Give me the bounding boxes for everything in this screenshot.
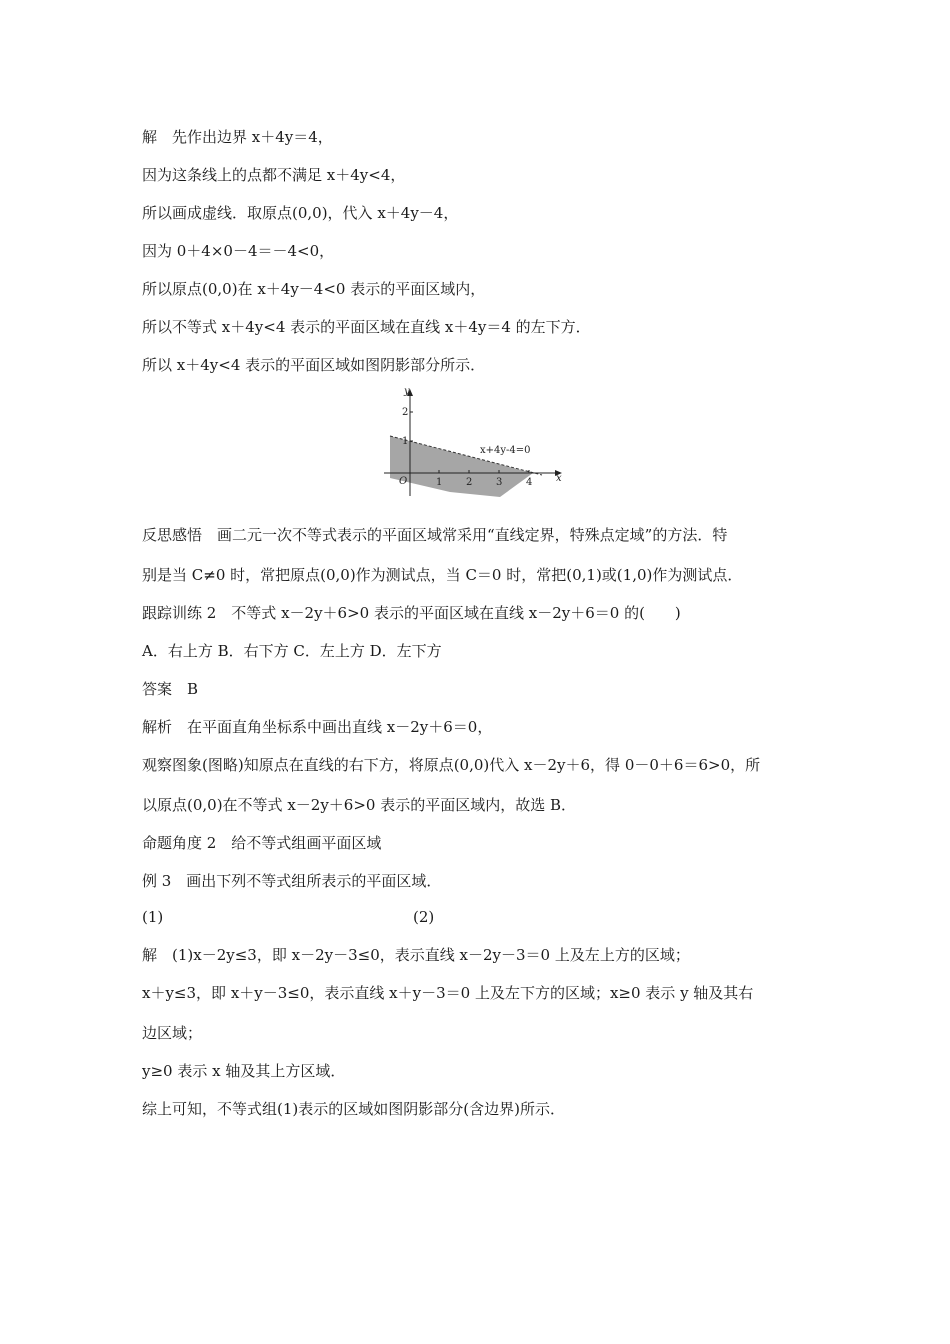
text-line: 因为这条线上的点都不满足 x＋4y<4，: [142, 166, 406, 184]
y-axis-label: y: [404, 386, 410, 397]
subfigure-label-1: (1): [142, 908, 164, 926]
text-line: 综上可知，不等式组(1)表示的区域如图阴影部分(含边界)所示．: [142, 1100, 565, 1118]
text-line: 所以不等式 x＋4y<4 表示的平面区域在直线 x＋4y＝4 的左下方．: [142, 318, 591, 336]
x-tick-label: 2: [466, 477, 473, 488]
text-line: 所以 x＋4y<4 表示的平面区域如图阴影部分所示．: [142, 356, 486, 374]
text-line: 观察图象(图略)知原点在直线的右下方，将原点(0,0)代入 x－2y＋6，得 0－0＋6＝6>0，所: [142, 756, 761, 774]
x-tick-label: 3: [496, 477, 503, 488]
text-line: A．右上方 B．右下方 C．左上方 D．左下方: [142, 642, 442, 660]
text-line: 边区域；: [142, 1024, 203, 1042]
text-line: 所以画成虚线．取原点(0,0)，代入 x＋4y－4，: [142, 204, 459, 222]
line-equation-label: x+4y-4=0: [480, 445, 531, 456]
x-axis-label: x: [556, 473, 562, 484]
text-line: 例 3 画出下列不等式组所表示的平面区域．: [142, 872, 442, 890]
text-line: 因为 0＋4×0－4＝－4<0，: [142, 242, 335, 260]
x-tick-label: 1: [436, 477, 443, 488]
text-line: 跟踪训练 2 不等式 x－2y＋6>0 表示的平面区域在直线 x－2y＋6＝0 的( ): [142, 604, 681, 622]
y-tick-label: 2: [402, 407, 409, 418]
subfigure-label-2: (2): [413, 908, 435, 926]
text-line: 解 先作出边界 x＋4y＝4，: [142, 128, 333, 146]
text-line: y≥0 表示 x 轴及其上方区域．: [142, 1062, 346, 1080]
text-line: 反思感悟 画二元一次不等式表示的平面区域常采用“直线定界，特殊点定域”的方法．特: [142, 526, 728, 544]
text-line: 所以原点(0,0)在 x＋4y－4<0 表示的平面区域内，: [142, 280, 486, 298]
text-line: 以原点(0,0)在不等式 x－2y＋6>0 表示的平面区域内，故选 B．: [142, 796, 577, 814]
text-line: x＋y≤3，即 x＋y－3≤0，表示直线 x＋y－3＝0 上及左下方的区域；x≥0 表示 y 轴及其右: [142, 984, 754, 1002]
text-line: 解 (1)x－2y≤3，即 x－2y－3≤0，表示直线 x－2y－3＝0 上及左上方的区域；: [142, 946, 690, 964]
subfigure-labels: [142, 907, 850, 927]
x-tick-label: 4: [526, 477, 533, 488]
text-line: 别是当 C≠0 时，常把原点(0,0)作为测试点，当 C＝0 时，常把(0,1)或(1,0)作为测试点．: [142, 566, 743, 584]
half-plane-figure: [380, 384, 570, 500]
text-line: 解析 在平面直角坐标系中画出直线 x－2y＋6＝0，: [142, 718, 493, 736]
origin-label: O: [399, 476, 408, 487]
text-line: 答案 B: [142, 680, 199, 698]
text-line: 命题角度 2 给不等式组画平面区域: [142, 834, 382, 852]
y-tick-label: 1: [402, 436, 409, 447]
